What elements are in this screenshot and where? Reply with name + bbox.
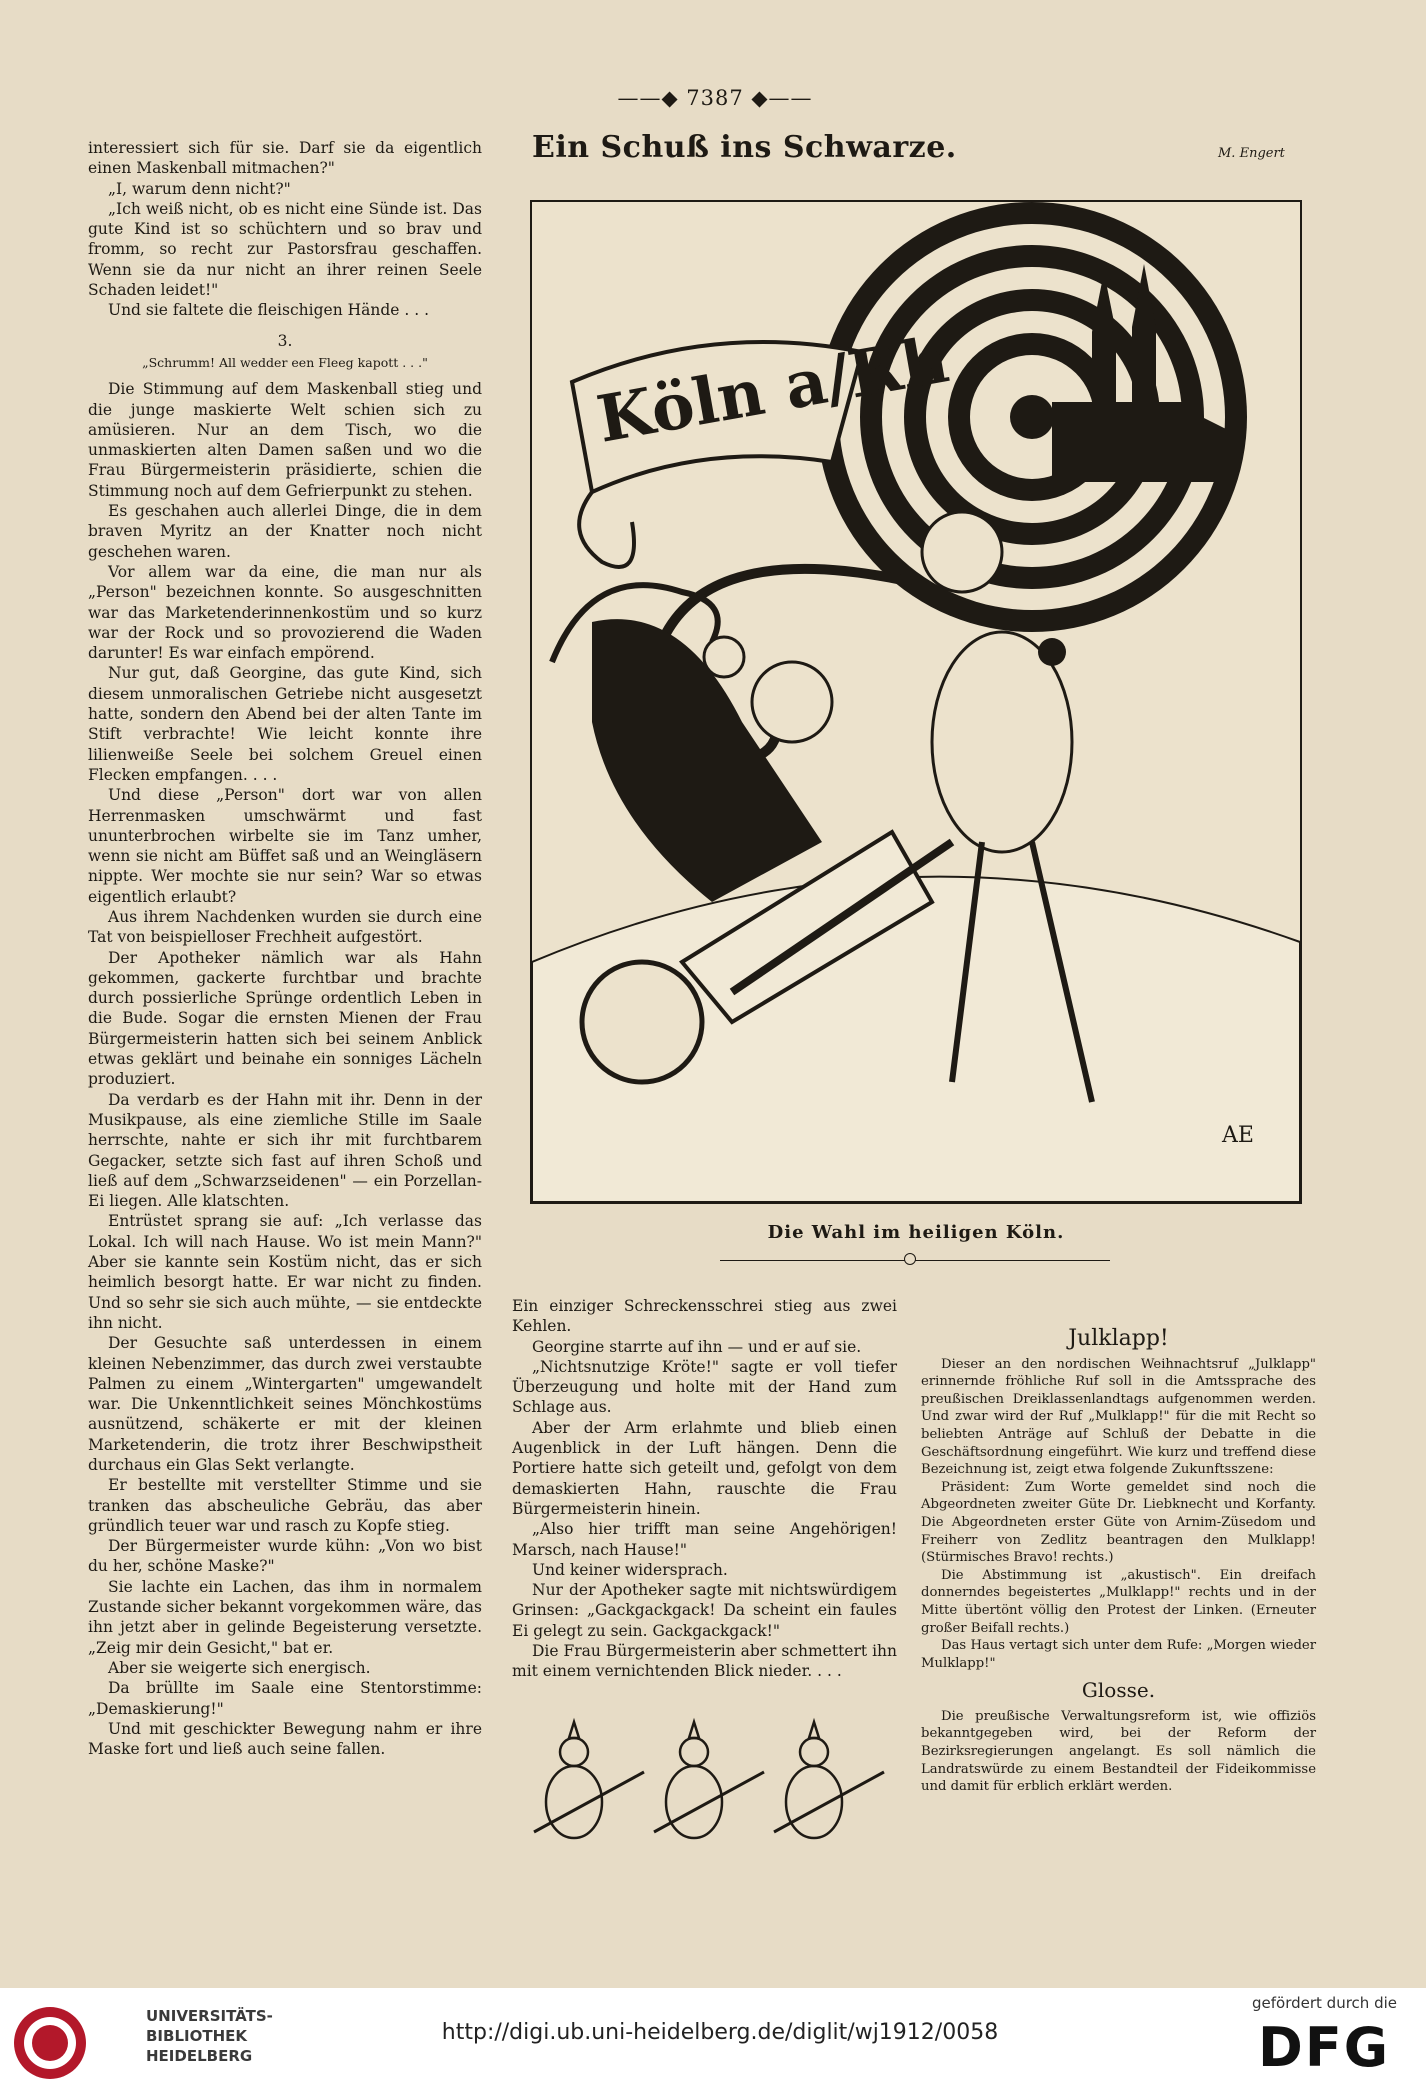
page-number: ——◆ 7387 ◆—— <box>617 86 813 110</box>
paragraph: Er bestellte mit verstellter Stimme und sie tranken das abscheuliche Gebräu, das aber gründlich teuer war und rasch zu Kopfe stieg. <box>88 1476 482 1535</box>
paragraph: Ein einziger Schreckensschrei stieg aus zwei Kehlen. <box>512 1297 897 1336</box>
paragraph: Und keiner widersprach. <box>532 1560 728 1579</box>
section-heading: Glosse. <box>1081 1678 1156 1703</box>
cartoon-caption: Die Wahl im heiligen Köln. <box>767 1222 1065 1243</box>
paragraph: Sie lachte ein Lachen, das ihm in normalem Zustande sicher bekannt vorgekommen wäre, das ihn jetzt aber in gelinde Begeisterung versetzte. „Zeig mir dein Gesicht," bat er. <box>88 1577 482 1657</box>
paragraph: Da verdarb es der Hahn mit ihr. Denn in der Musikpause, als eine ziemliche Stille im Saale herrschte, nahte er sich ihr mit furchtbarem Gegacker, setzte sich fast auf ihren Schoß und ließ auf dem „Schwarzseidenen" — ein Porzellan-Ei liegen. Alle klatschten. <box>88 1090 482 1211</box>
paragraph: Entrüstet sprang sie auf: „Ich verlasse das Lokal. Ich will nach Hause. Wo ist mein Mann?" Aber sie kannte sein Kostüm nicht, das er sich heimlich besorgt hatte. Er war nicht zu finden. Und so sehr sie sich auch mühte, — sie entdeckte ihn nicht. <box>88 1212 482 1332</box>
paragraph: Präsident: Zum Worte gemeldet sind noch die Abgeordneten zweiter Güte Dr. Liebknecht und Korfanty. Die Abgeordneten erster Güte von Arnim-Züsedom und Freiherr von Zedlitz beantragen den Mulklapp! (Stürmisches Bravo! rechts.) <box>921 1479 1316 1566</box>
clown-vignette <box>514 1712 899 1862</box>
university-seal-icon <box>10 2003 132 2083</box>
paragraph: Da brüllte im Saale eine Stentorstimme: „Demaskierung!" <box>88 1679 482 1718</box>
paragraph: Es geschahen auch allerlei Dinge, die in dem braven Myritz an der Knatter noch nicht geschehen waren. <box>88 502 482 561</box>
dfg-logo: DFG <box>1258 2016 1391 2079</box>
paragraph: Dieser an den nordischen Weihnachtsruf „Julklapp" erinnernde fröhliche Ruf soll in die Amtssprache des preußischen Dreiklassenlandtags aufgenommen werden. Und zwar wird der Ruf „Mulklapp!" für die mit Recht so beliebten Anträge auf Schluß der Debatte in die Geschäftsordnung eingeführt. Wie kurz und treffend diese Bezeichnung ist, zeigt etwa folgende Zukunftsszene: <box>921 1356 1316 1478</box>
paragraph: Nur der Apotheker sagte mit nichtswürdigem Grinsen: „Gackgackgack! Da scheint ein faules Ei gelegt zu sein. Gackgackgack!" <box>512 1581 897 1640</box>
funding-note: gefördert durch die <box>1252 1994 1397 2012</box>
paragraph: Das Haus vertagt sich unter dem Rufe: „Morgen wieder Mulklapp!" <box>921 1638 1316 1671</box>
paragraph: interessiert sich für sie. Darf sie da eigentlich einen Maskenball mitmachen?" <box>88 139 482 178</box>
paragraph: „Ich weiß nicht, ob es nicht eine Sünde ist. Das gute Kind ist so schüchtern und so brav und fromm, so recht zur Pastorsfrau geschaffen. Wenn sie da nur nicht an ihrer reinen Seele Schaden leidet!" <box>88 199 482 300</box>
paragraph: Vor allem war da eine, die man nur als „Person" bezeichnen konnte. So ausgeschnitten war das Marketenderinnenkostüm und so kurz war der Rock und so provozierend die Waden darunter! Es war einfach empörend. <box>88 562 482 663</box>
section-epigraph: „Schrumm! All wedder een Fleeg kapott . . ." <box>142 354 428 370</box>
paragraph: Die preußische Verwaltungsreform ist, wie offiziös bekanntgegeben wird, bei der Reform der Bezirksregierungen angelangt. Es soll nämlich die Landratswürde zu einem Bestandteil der Fideikommisse und damit für erblich erklärt werden. <box>921 1708 1316 1795</box>
paragraph: Die Abstimmung ist „akustisch". Ein dreifach donnerndes begeistertes „Mulklapp!" rechts und in der Mitte übertönt völlig den Protest der Linken. (Erneuter großer Beifall rechts.) <box>921 1567 1316 1636</box>
left-text-column <box>88 138 482 1759</box>
institution-line: UNIVERSITÄTS- <box>146 2007 273 2025</box>
source-url-link[interactable]: http://digi.ub.uni-heidelberg.de/diglit/wj1912/0058 <box>441 2020 999 2045</box>
artist-signature: M. Engert <box>1218 146 1285 161</box>
monogram: AE <box>1222 1123 1254 1148</box>
paragraph: Aber der Arm erlahmte und blieb einen Augenblick in der Luft hängen. Denn die Portiere hatte sich geteilt und, gefolgt von dem demaskierten Hahn, rauschte die Frau Bürgermeisterin hinein. <box>512 1418 897 1518</box>
paragraph: Der Bürgermeister wurde kühn: „Von wo bist du her, schöne Maske?" <box>88 1537 482 1576</box>
paragraph: Und sie faltete die fleischigen Hände . . . <box>108 301 429 320</box>
divider-ornament <box>904 1253 916 1265</box>
banner-text: Köln a/Rh <box>591 322 954 458</box>
right-text-column <box>921 1326 1316 1796</box>
paragraph: „Nichtsnutzige Kröte!" sagte er voll tiefer Überzeugung und holte mit der Hand zum Schlage aus. <box>512 1357 897 1417</box>
cartoon-illustration <box>530 200 1302 1204</box>
section-heading: Julklapp! <box>1068 1326 1169 1351</box>
paragraph: Und diese „Person" dort war von allen Herrenmasken umschwärmt und fast ununterbrochen wirbelte sie im Tanz umher, wenn sie nicht am Büffet saß und an Weingläsern nippte. Wer mochte sie nur sein? War so etwas eigentlich erlaubt? <box>88 786 482 906</box>
institution-line: HEIDELBERG <box>146 2047 253 2065</box>
footer-bar <box>0 1988 1426 2098</box>
cartoon-drawing <box>532 202 1300 1202</box>
paragraph: Aus ihrem Nachdenken wurden sie durch eine Tat von beispielloser Frechheit aufgestört. <box>88 907 482 947</box>
institution-name <box>146 2006 273 2066</box>
paragraph: Aber sie weigerte sich energisch. <box>108 1658 371 1677</box>
paragraph: „I, warum denn nicht?" <box>108 179 291 198</box>
paragraph: Und mit geschickter Bewegung nahm er ihre Maske fort und ließ auch seine fallen. <box>88 1719 482 1759</box>
section-number: 3. <box>277 331 293 350</box>
paragraph: Die Frau Bürgermeisterin aber schmettert ihn mit einem vernichtenden Blick nieder. . . . <box>512 1642 897 1681</box>
paragraph: Der Gesuchte saß unterdessen in einem kleinen Nebenzimmer, das durch zwei verstaubte Palmen zu einem „Wintergarten" umgewandelt war. Die Unkenntlichkeit seines Mönchkostüms ausnützend, schäkerte er mit der kleinen Marketenderin, die trotz ihrer Beschwipstheit durchaus ein Glas Sekt verlangte. <box>88 1334 482 1474</box>
middle-text-column <box>512 1296 897 1682</box>
paragraph: Nur gut, daß Georgine, das gute Kind, sich diesem unmoralischen Getriebe nicht ausgesetzt hatte, sondern den Abend bei der alten Tante im Stift verbrachte! Wie leicht konnte ihre lilienweiße Seele bei solchem Greuel einen Flecken empfangen. . . . <box>88 664 482 784</box>
cartoon-title: Ein Schuß ins Schwarze. <box>532 130 957 165</box>
paragraph: Der Apotheker nämlich war als Hahn gekommen, gackerte furchtbar und brachte durch possierliche Sprünge ordentlich Leben in die Bude. Sogar die ernsten Mienen der Frau Bürgermeisterin hatten sich bei seinem Anblick etwas geklärt und beinahe ein sonniges Lächeln produziert. <box>88 948 482 1089</box>
paragraph: Georgine starrte auf ihn — und er auf sie. <box>532 1337 862 1356</box>
clowns-drawing <box>514 1712 899 1862</box>
institution-line: BIBLIOTHEK <box>146 2027 247 2045</box>
paragraph: Die Stimmung auf dem Maskenball stieg und die junge maskierte Welt schien sich zu amüsieren. Nur an dem Tisch, wo die unmaskierten alten Damen saßen und wo die Frau Bürgermeisterin präsidierte, schien die Stimmung noch auf dem Gefrierpunkt zu stehen. <box>88 380 482 500</box>
paragraph: „Also hier trifft man seine Angehörigen! Marsch, nach Hause!" <box>512 1520 897 1559</box>
